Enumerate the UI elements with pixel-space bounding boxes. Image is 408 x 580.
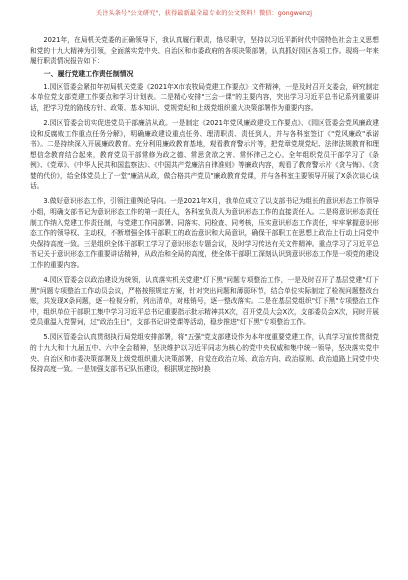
paragraph-party-building-plan: 1.园区管委会紧扣年初局机关党委《2021年X市农牧局党建工作要点》文件精神，一是及时召开支委会，研究制定本单位党支部党建工作要点和学习计划表。二是精心安排"三会一课"的主要内容，突出学习习近平总书记系列重要讲话，把学习党的路线方针、政策、基本知识、党规党纪和上级党组织重大决策部署作为重要内容。 [30,82,379,112]
paragraph-special-rectification: 4.园区管委会以政治建设为统领，认真落实机关党建"灯下黑"问题专项整治工作，一是及时召开了基层党建"灯下黑"问题专项整治工作动员会议，严格按照规定方案，针对突出问题和薄弱环节，结合单位实际制定了检视问题整改台账，共发现X条问题，逐一检视分析，列出清单，对账销号，逐一整改落实。二是在基层党组织"灯下黑"专项整治工作中，组织单位干部职工集中学习习近平总书记重要指示批示精神共X次，召开党员大会X次，支部委员会X次，同时开展党员重温入党誓词，过"政治生日"，支部书记讲党课等活动，稳步推进"灯下黑"专项整治工作。 [30,276,379,327]
banner-text: 关注头条号"公文研究"，获得最新最全最专业的公文资料！微信：gongwenzj [95,10,313,17]
document-body [30,35,379,375]
top-banner [0,0,408,30]
paragraph-ideology-work: 3.做好意识形态工作，引领注重舆论导向。一是2021年X月，我单位成立了以支部书记为组长的意识形态工作领导小组，明确支部书记为意识形态工作的第一责任人，各科室负责人为意识形态工作的直接责任人。二是将意识形态责任制工作纳入党建工作责任制，与党建工作同部署、同落实、同检查、同考核，压实意识形态工作责任，牢牢掌握意识形态工作的领导权、主动权，不断增强全体干部职工的政治意识和大局意识，确保干部职工在思想上政治上行动上同党中央保持高度一致。三是组织全体干部职工学习了意识形态专题会议，及时学习传达有关文件精神。重点学习了习近平总书记关于意识形态工作重要讲话精神，从政治和全局的高度，使全体干部职工深刻认识到意识形态工作是一项党的建设工作的重要内容。 [30,197,379,270]
section-heading: 一、履行党建工作责任制情况 [43,69,134,78]
paragraph-five-strong-branch: 5.园区管委会认真贯彻执行局党组安排部署，将"五强"党支部建设作为本年度重要党建工作，认真学习宣传贯彻党的十九大和十九届五中、六中全会精神，坚决维护以习近平同志为核心的党中央权威和集中统一领导，坚决落实党中央、自治区和市委决策部署及上级党组织重大决策部署，自觉在政治立场、政治方向、政治原则、政治道路上同党中央保持高度一致。一是加强支部书记队伍建设，根据规定按时换 [30,333,379,374]
paragraph-clean-government: 2.园区管委会切实促进党员干部廉洁从政。一是制定《2021年党风廉政建设工作要点》、《园区管委会党风廉政建设和反腐败工作重点任务分解》，明确廉政建设重点任务、理清职责、责任到人，并与各科室签订《"党风廉政"承诺书》。二是持续深入开展廉政教育。充分利用廉政教育基地，观看教育警示片等，把党章党规党纪、法律法规教育和理想信念教育结合起来，教育党员干部常修为政之德、常思贪欲之害、常怀律己之心。全年组织党员干部学习了《条例》、《党章》、《中华人民共和国监察法》、《中国共产党廉洁自律准则》等廉政内容，观看了教育警示片《贪与悔》、《贪婪的代价》，给全体党员上了一堂"廉洁从政，做合格共产党员"廉政教育党课，并与各科室主要领导开展了X条次谈心谈话。 [30,118,379,191]
intro-paragraph: 2021年，在局机关党委的正确领导下，我认真履行职责，恪尽职守，坚持以习近平新时代中国特色社会主义思想和党的十九大精神为引领，全面落实党中央、自治区和市委政府的各项决策部署，认真抓好园区各项工作。现将一年来履行职责情况报告如下： [30,36,379,66]
